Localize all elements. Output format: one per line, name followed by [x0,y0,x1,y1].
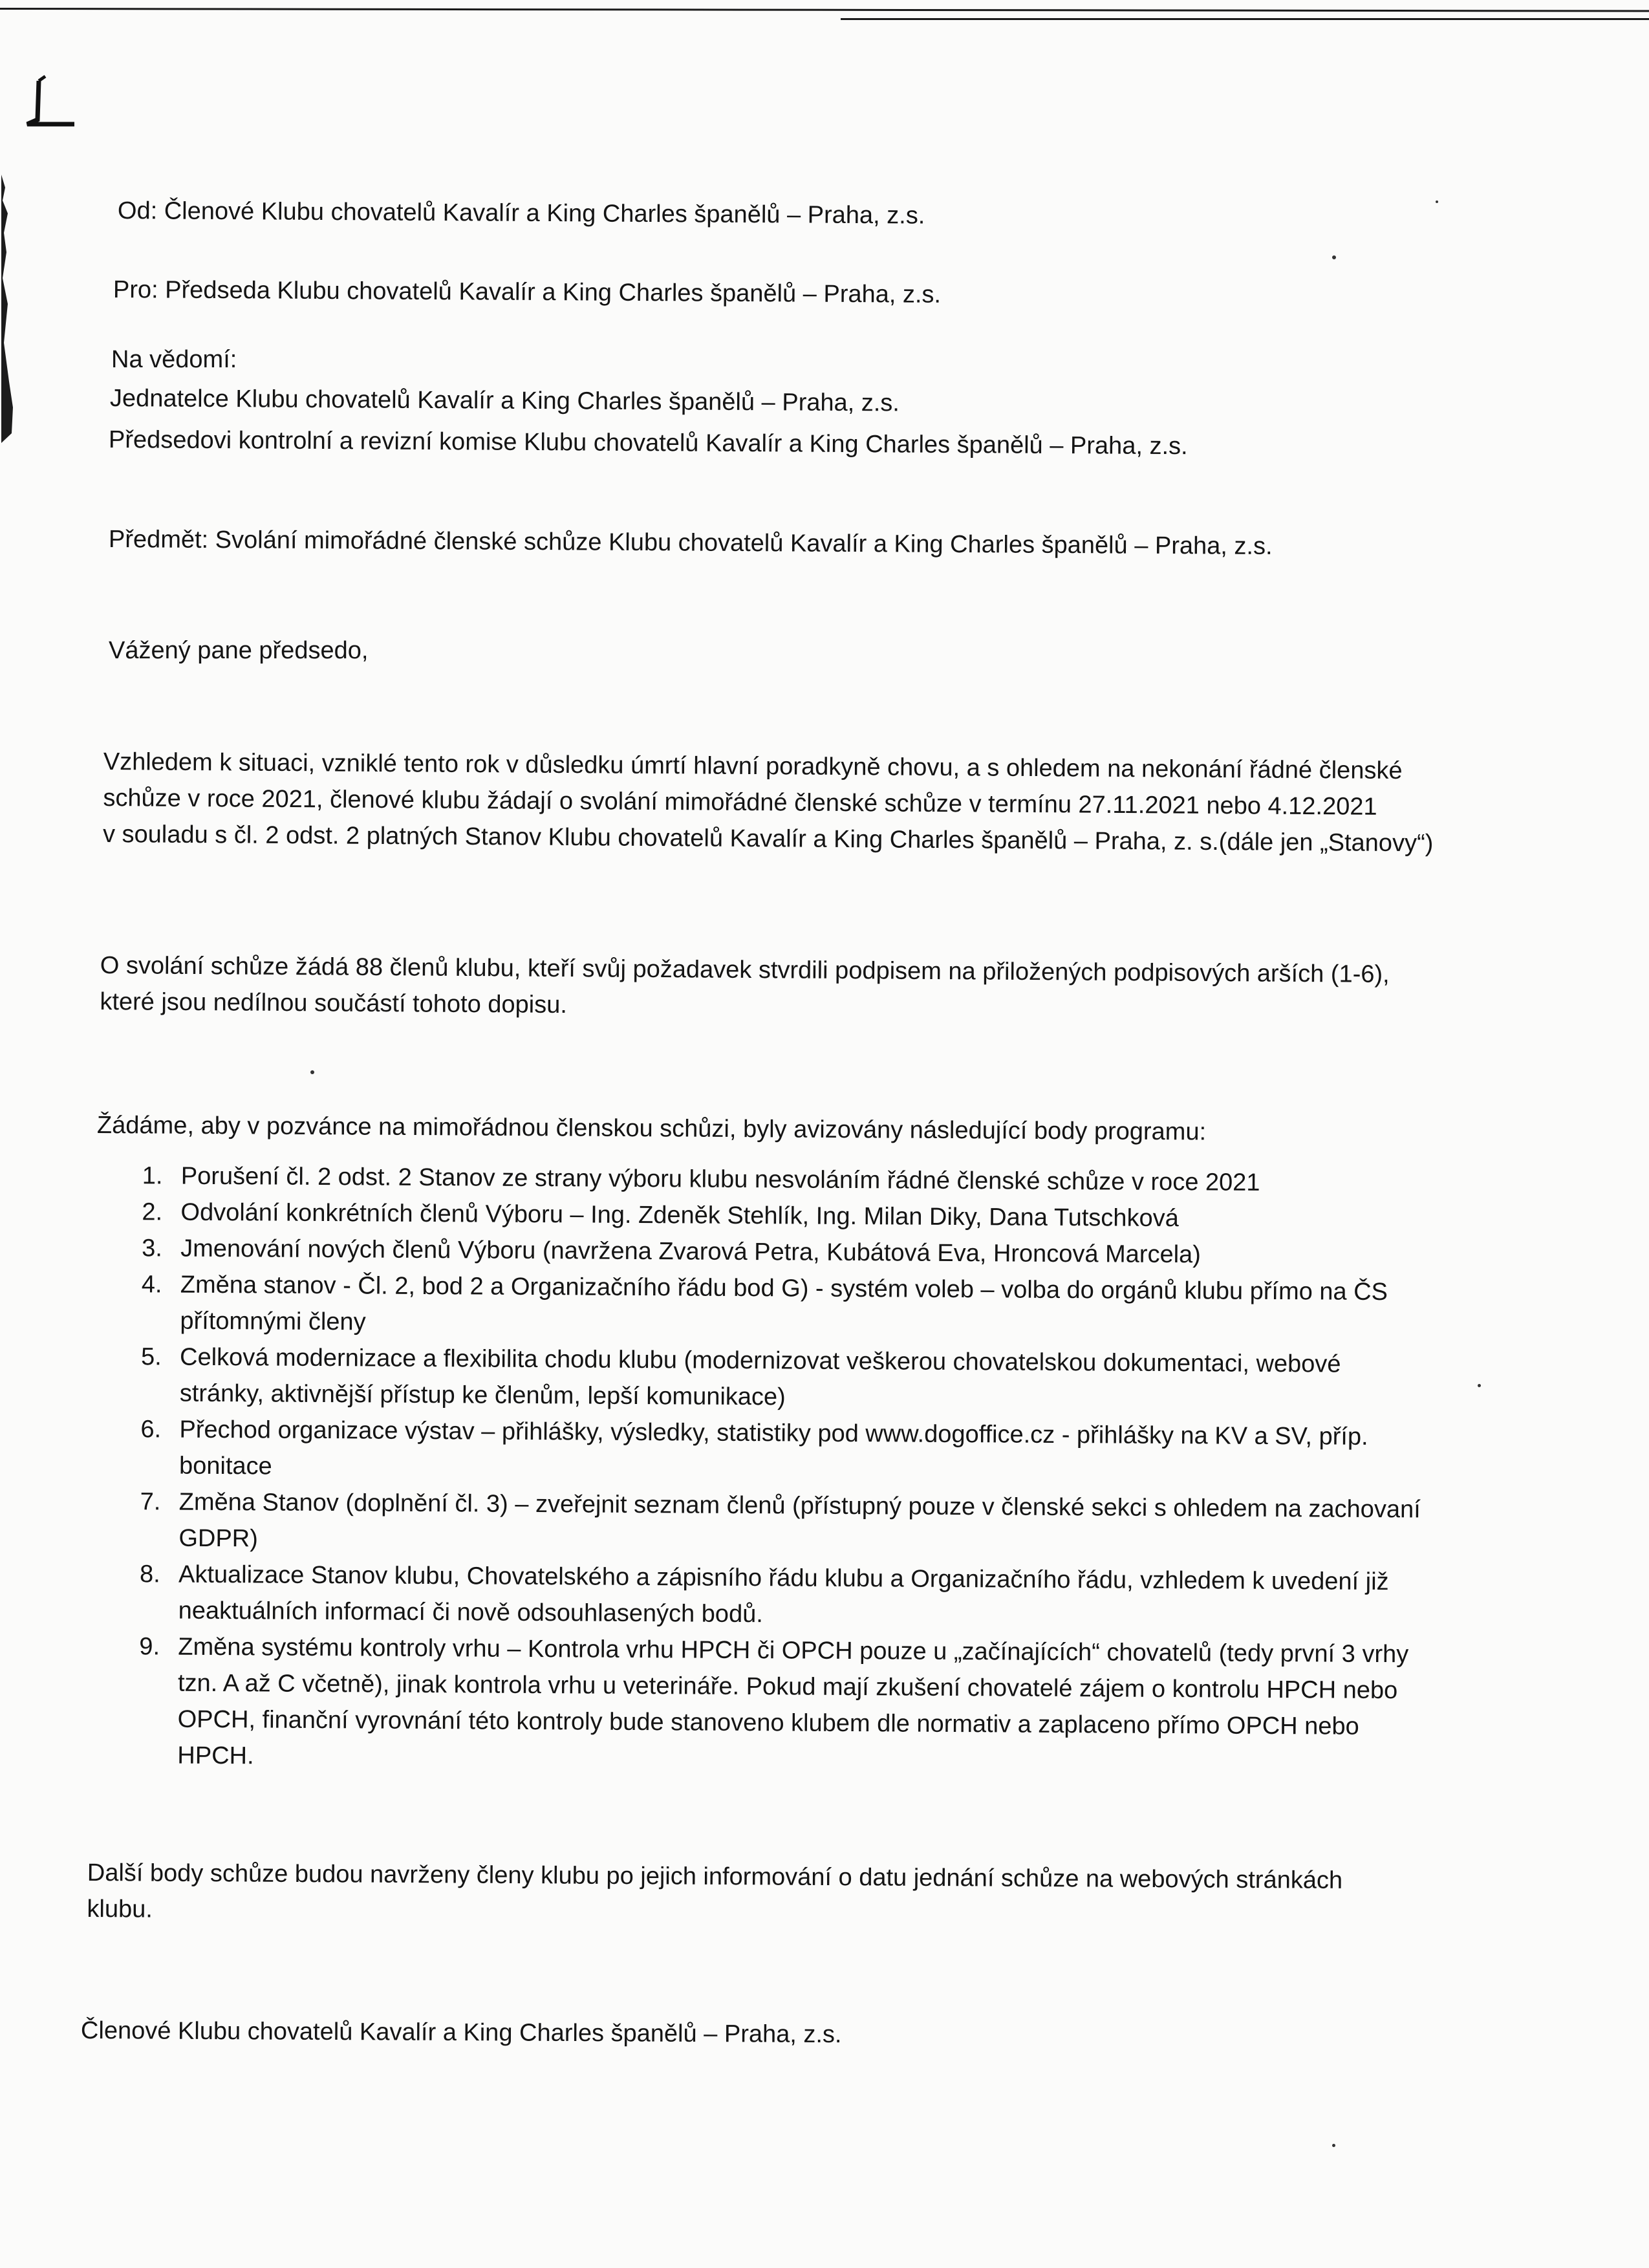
item-number: 9. [139,1633,160,1661]
item-number: 2. [142,1198,163,1226]
program-item-7 [107,1484,1498,1564]
item-text: tzn. A až C včetně), jinak kontrola vrhu u veterináře. Pokud mají zkušení chovatelé zájem o kontrolu HPCH nebo [177,1669,1398,1705]
item-text: OPCH, finanční vyrovnání této kontroly bude stanoveno klubem dle normativ a zaplaceno přímo OPCH nebo [177,1705,1359,1740]
cc-recipient-2: Předsedovi kontrolní a revizní komise Klubu chovatelů Kavalír a King Charles španělů – Praha, z.s. [108,426,1188,460]
item-text: HPCH. [177,1742,254,1770]
text-line: Další body schůze budou navrženy členy klubu po jejich informování o datu jednání schůze na webových stránkách [87,1859,1343,1894]
text-line: které jsou nedílnou součástí tohoto dopisu. [100,988,568,1019]
cc-label: Na vědomí: [111,346,237,373]
item-text: přítomnými členy [180,1307,366,1336]
item-number: 4. [141,1271,162,1299]
text-line: klubu. [87,1895,153,1923]
body-paragraph-2 [100,947,1491,1030]
body-paragraph-1 [103,744,1494,862]
item-text: bonitace [178,1452,272,1480]
item-text: Změna stanov - Čl. 2, bod 2 a Organizačního řádu bod G) - systém voleb – volba do orgánů klubu přímo na ČS [180,1271,1388,1306]
salutation: Vážený pane předsedo, [109,637,369,664]
item-text: stránky, aktivnější přístup ke členům, lepší komunikace) [179,1379,786,1411]
program-item-9 [106,1628,1497,1782]
item-text: Odvolání konkrétních členů Výboru – Ing. Zdeněk Stehlík, Ing. Milan Diky, Dana Tutschková [180,1198,1179,1233]
item-number: 7. [140,1488,161,1516]
program-list [106,1158,1500,1782]
program-item-8 [107,1556,1498,1637]
cc-recipient-1: Jednatelce Klubu chovatelů Kavalír a King Charles španělů – Praha, z.s. [109,385,900,417]
program-item-4 [109,1266,1500,1347]
from-line: Od: Členové Klubu chovatelů Kavalír a King Charles španělů – Praha, z.s. [117,197,925,230]
item-text: Změna systému kontroly vrhu – Kontrola vrhu HPCH či OPCH pouze u „začínajících“ chovatelů (tedy první 3 vrhy [178,1633,1409,1669]
item-text: Změna Stanov (doplnění čl. 3) – zveřejnit seznam členů (přístupný pouze v členské sekci s ohledem na zachovaní [178,1488,1421,1524]
text-line: O svolání schůze žádá 88 členů klubu, kteří svůj požadavek stvrdili podpisem na přiložených podpisových arších (1-6), [100,951,1390,988]
text-line: v souladu s čl. 2 odst. 2 platných Stanov Klubu chovatelů Kavalír a King Charles španělů – Praha, z. s.(dále jen „Stanovy“) [102,820,1434,858]
item-text: Přechod organizace výstav – přihlášky, výsledky, statistiky pod www.dogoffice.cz - přihlášky na KV a SV, příp. [179,1416,1368,1451]
program-item-6 [108,1411,1499,1492]
item-text: Jmenování nových členů Výboru (navržena Zvarová Petra, Kubátová Eva, Hroncová Marcela) [180,1235,1202,1269]
text-line: schůze v roce 2021, členové klubu žádají o svolání mimořádné členské schůze v termínu 27.11.2021 nebo 4.12.2021 [103,784,1377,821]
subject-line: Předmět: Svolání mimořádné členské schůze Klubu chovatelů Kavalír a King Charles španělů – Praha, z.s. [108,526,1273,560]
item-text: GDPR) [178,1524,258,1553]
to-line: Pro: Předseda Klubu chovatelů Kavalír a King Charles španělů – Praha, z.s. [113,276,942,308]
text-line: Vzhledem k situaci, vzniklé tento rok v důsledku úmrtí hlavní poradkyně chovu, a s ohledem na nekonání řádné členské [103,748,1403,785]
item-number: 5. [140,1343,162,1371]
item-text: Aktualizace Stanov klubu, Chovatelského a zápisního řádu klubu a Organizačního řádu, vzhledem k uvedení již [178,1561,1389,1596]
item-number: 1. [142,1162,163,1190]
signature-line: Členové Klubu chovatelů Kavalír a King Charles španělů – Praha, z.s. [80,2017,842,2049]
item-text: Celková modernizace a flexibilita chodu klubu (modernizovat veškerou chovatelskou dokumentaci, webové [179,1343,1341,1378]
item-number: 3. [142,1235,162,1262]
item-number: 8. [139,1561,160,1588]
closing-paragraph [87,1855,1478,1936]
item-number: 6. [140,1416,162,1443]
program-item-5 [109,1339,1500,1420]
item-text: neaktuálních informací či nově odsouhlasených bodů. [178,1597,763,1628]
item-text: Porušení čl. 2 odst. 2 Stanov ze strany výboru klubu nesvoláním řádné členské schůze v roce 2021 [180,1162,1260,1196]
program-intro: Žádáme, aby v pozvánce na mimořádnou členskou schůzi, byly avizovány následující body programu: [96,1112,1207,1146]
